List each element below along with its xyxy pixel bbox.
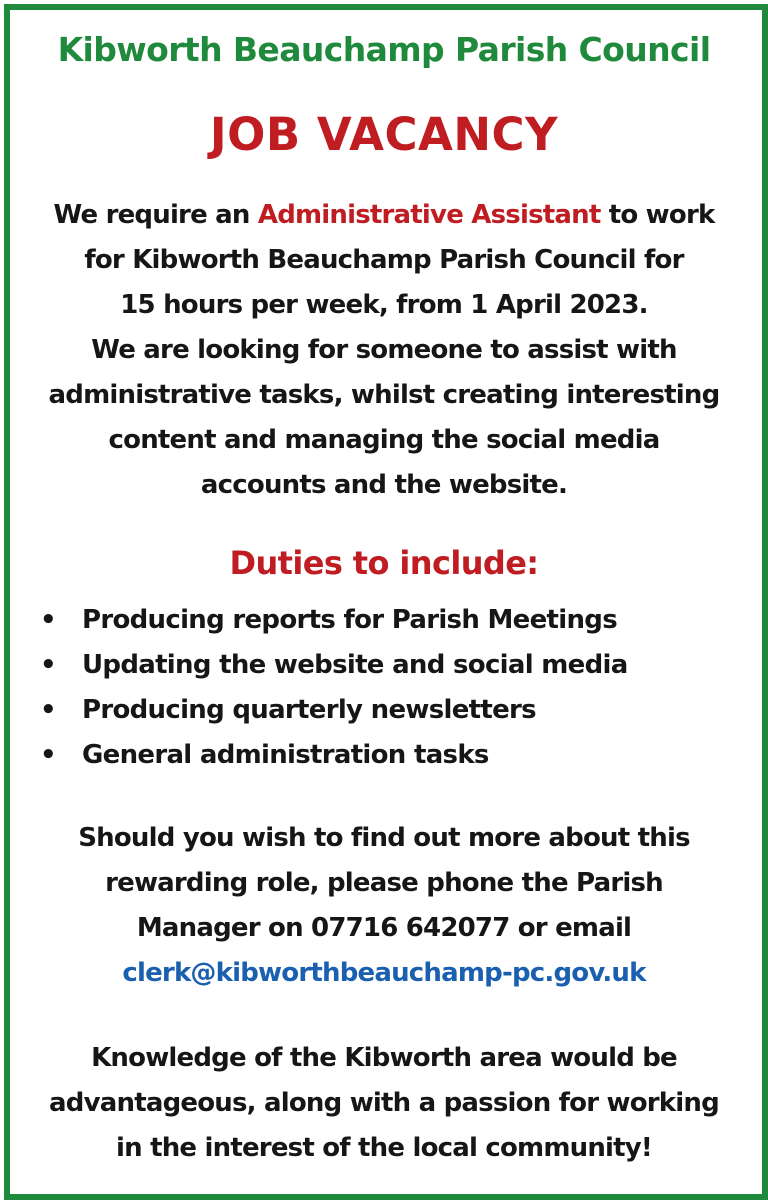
contact-paragraph	[18, 816, 750, 996]
job-title: Administrative Assistant	[257, 200, 601, 230]
duty-item	[40, 688, 628, 733]
closing-paragraph	[18, 1036, 750, 1171]
intro-text: We require an	[53, 200, 258, 230]
closing-line: advantageous, along with a passion for working	[49, 1088, 719, 1118]
intro-line: accounts and the website.	[200, 470, 568, 500]
closing-line: Knowledge of the Kibworth area would be	[91, 1043, 677, 1073]
contact-line: rewarding role, please phone the Parish	[105, 868, 663, 898]
duty-text: Producing reports for Parish Meetings	[82, 605, 617, 635]
intro-text: to work	[600, 200, 715, 230]
bullet-icon: •	[40, 605, 56, 635]
duty-text: Updating the website and social media	[82, 650, 628, 680]
intro-line: content and managing the social media	[108, 425, 660, 455]
duties-list	[40, 598, 628, 778]
bullet-icon: •	[40, 650, 56, 680]
contact-line: Manager on 07716 642077 or email	[136, 913, 632, 943]
contact-email-link[interactable]: clerk@kibworthbeauchamp-pc.gov.uk	[122, 958, 646, 988]
contact-line: Should you wish to find out more about this	[78, 823, 690, 853]
duties-heading: Duties to include:	[229, 544, 539, 582]
bullet-icon: •	[40, 695, 56, 725]
duty-item	[40, 598, 628, 643]
duty-text: General administration tasks	[82, 740, 489, 770]
intro-line: administrative tasks, whilst creating interesting	[48, 380, 720, 410]
duty-item	[40, 643, 628, 688]
closing-line: in the interest of the local community!	[116, 1133, 652, 1163]
intro-line: for Kibworth Beauchamp Parish Council for	[84, 245, 684, 275]
intro-line	[18, 193, 750, 238]
council-name: Kibworth Beauchamp Parish Council	[57, 30, 711, 69]
intro-paragraph	[18, 193, 750, 508]
duty-item	[40, 733, 628, 778]
bullet-icon: •	[40, 740, 56, 770]
intro-line: 15 hours per week, from 1 April 2023.	[120, 290, 648, 320]
job-vacancy-headline: JOB VACANCY	[209, 108, 559, 161]
duty-text: Producing quarterly newsletters	[82, 695, 536, 725]
intro-line: We are looking for someone to assist with	[91, 335, 677, 365]
